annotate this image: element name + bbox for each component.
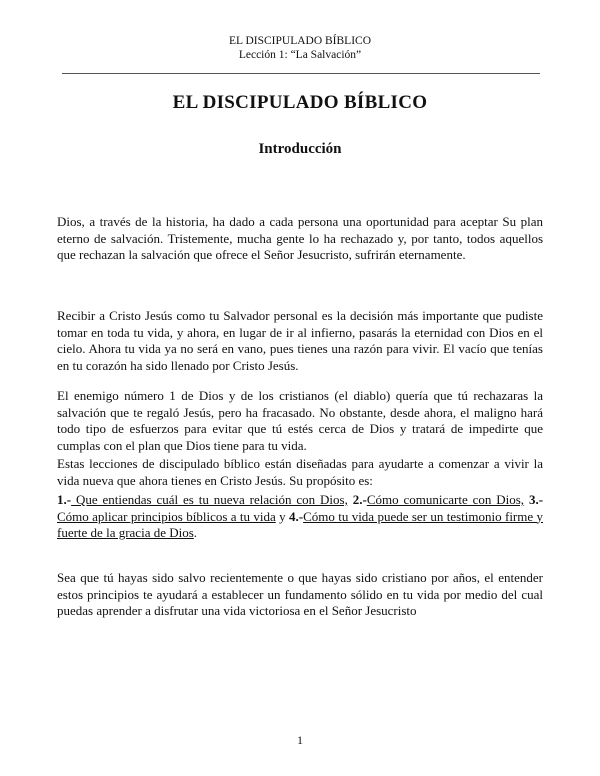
purpose-end: .	[193, 525, 198, 540]
purpose-number-4: 4.-	[288, 508, 304, 524]
running-header	[0, 34, 600, 62]
purpose-text-1: Que entiendas cuál es tu nueva relación con Dios,	[71, 492, 348, 507]
document-title: EL DISCIPULADO BÍBLICO	[172, 92, 428, 113]
paragraph-lessons-purpose: Estas lecciones de discipulado bíblico están diseñadas para ayudarte a comenzar a vivir la vida nueva que ahora tienes en Cristo Jesús. Su propósito es:	[57, 456, 543, 488]
page-number: 1	[297, 733, 303, 747]
running-header-title: EL DISCIPULADO BÍBLICO	[228, 35, 372, 47]
running-header-lesson: Lección 1: “La Salvación”	[238, 49, 362, 61]
purpose-number-2: 2.-	[352, 492, 367, 507]
purpose-number-1: 1.-	[57, 492, 72, 507]
purpose-text-2: Cómo comunicarte con Dios,	[366, 492, 525, 507]
purpose-text-4: Cómo tu vida puede ser un testimonio firme y fuerte de la gracia de Dios	[57, 508, 543, 540]
paragraph-enemy: El enemigo número 1 de Dios y de los cristianos (el diablo) quería que tú rechazaras la salvación que te regaló Jesús, pero ha fracasado. No obstante, desde ahora, el maligno hará todo tipo de esfuerzos para evitar que tú estés cerca de Dios y tratará de impedirte que cumplas con el plan que Dios tiene para tu vida.	[57, 388, 543, 453]
purpose-text-3: Cómo aplicar principios bíblicos a tu vida	[57, 508, 276, 524]
header-divider	[62, 73, 540, 74]
paragraph-receiving-christ: Recibir a Cristo Jesús como tu Salvador personal es la decisión más importante que pudiste tomar en toda tu vida, y ahora, en lugar de ir al infierno, pasarás la eternidad con Dios en el cielo. Ahora tu vida ya no será en vano, pues tienes una razón para vivir. El vacío que tenías en tu corazón ha sido llenado por Cristo Jesús.	[57, 308, 543, 373]
purpose-conjunction: y	[275, 508, 289, 524]
paragraph-salvation-history: Dios, a través de la historia, ha dado a cada persona una oportunidad para aceptar Su plan eterno de salvación. Tristemente, mucha gente lo ha rechazado y, por tanto, todos aquellos que rechazan la salvación que ofrece el Señor Jesucristo, sufrirán eternamente.	[57, 214, 543, 262]
section-title: Introducción	[258, 141, 342, 157]
paragraph-conclusion: Sea que tú hayas sido salvo recientemente o que hayas sido cristiano por años, el entender estos principios te ayudará a establecer un fundamento sólido en tu vida por medio del cual puedas aprender a disfrutar una vida victoriosa en el Señor Jesucristo	[57, 570, 543, 618]
purpose-number-3: 3.-	[528, 492, 544, 507]
purpose-list	[57, 492, 543, 542]
